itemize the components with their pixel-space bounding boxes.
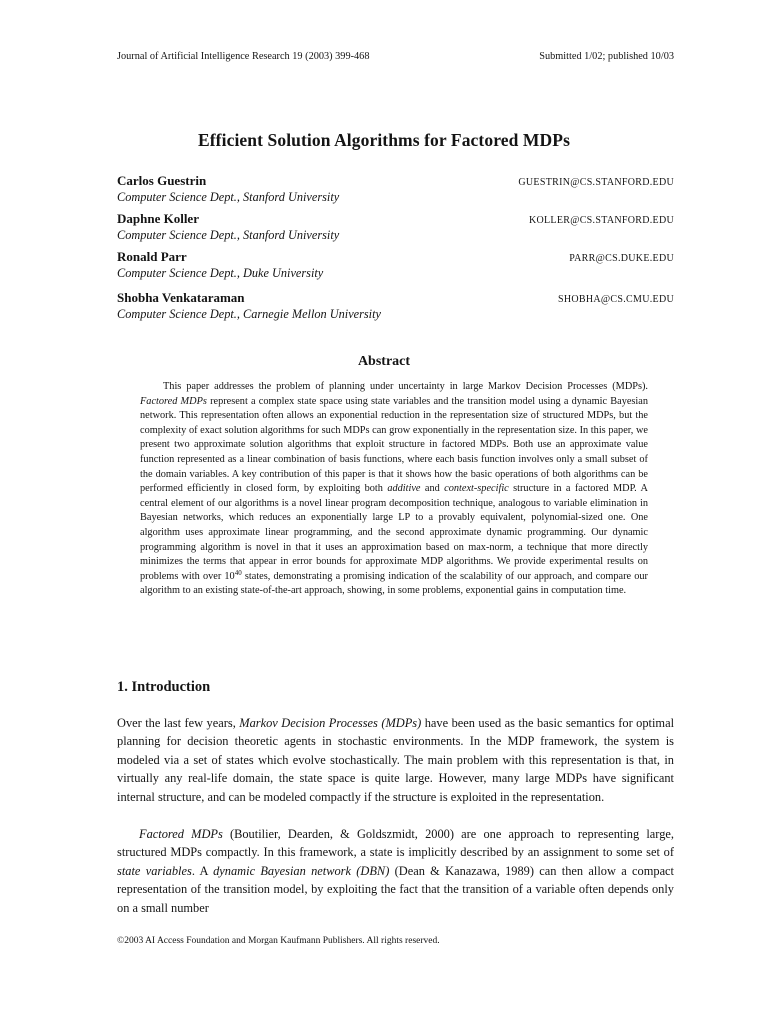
- author-block: [117, 211, 674, 246]
- copyright-footer: ©2003 AI Access Foundation and Morgan Kaufmann Publishers. All rights reserved.: [117, 936, 440, 946]
- paper-title: Efficient Solution Algorithms for Factored MDPs: [197, 130, 570, 150]
- journal-citation: Journal of Artificial Intelligence Research 19 (2003) 399-468: [117, 51, 370, 62]
- author-email: GUESTRIN@CS.STANFORD.EDU: [518, 177, 674, 188]
- author-email: SHOBHA@CS.CMU.EDU: [558, 294, 674, 305]
- body-paragraph: Factored MDPs (Boutilier, Dearden, & Goldszmidt, 2000) are one approach to representing large, structured MDPs compactly. In this framework, a state is implicitly described by an assignment to some set of state variables. A dynamic Bayesian network (DBN) (Dean & Kanazawa, 1989) can then allow a compact representation of the transition model, by exploiting the fact that the transition of a variable often depends only on a small number: [117, 827, 675, 915]
- author-name: Shobha Venkataraman: [117, 290, 245, 305]
- author-block: [117, 173, 674, 208]
- author-name: Carlos Guestrin: [117, 173, 207, 188]
- author-affiliation: Computer Science Dept., Carnegie Mellon University: [117, 307, 381, 321]
- body-paragraph: Over the last few years, Markov Decision Processes (MDPs) have been used as the basic semantics for optimal planning for decision theoretic agents in stochastic environments. In the MDP framework, the system is modeled via a set of states which evolve stochastically. The main problem with this representation is that, in virtually any real-life domain, the state space is quite large. However, many large MDPs have significant internal structure, and can be modeled compactly if the structure is exploited in the representation.: [117, 716, 675, 804]
- author-email: PARR@CS.DUKE.EDU: [569, 253, 674, 264]
- section-heading: 1. Introduction: [117, 679, 211, 695]
- author-email: KOLLER@CS.STANFORD.EDU: [528, 215, 674, 226]
- author-block: [117, 249, 674, 284]
- author-name: Ronald Parr: [117, 249, 187, 264]
- abstract-text: This paper addresses the problem of planning under uncertainty in large Markov Decision Processes (MDPs). Factored MDPs represent a complex state space using state variables and the transition model using a dynamic Bayesian network. This representation often allows an exponential reduction in the representation size of structured MDPs, but the complexity of exact solution algorithms for such MDPs can grow exponentially in the representation size. In this paper, we present two approximate solution algorithms that exploit structure in factored MDPs. Both use an approximate value function represented as a linear combination of basis functions, where each basis function involves only a small subset of the domain variables. A key contribution of this paper is that it shows how the basic operations of both algorithms can be performed efficiently in closed form, by exploiting both additive and context-specific structure in a factored MDP. A central element of our algorithms is a novel linear program decomposition technique, analogous to variable elimination in Bayesian networks, which reduces an exponentially large LP to a provably equivalent, polynomial-sized one. One algorithm uses approximate linear programming, and the second approximate dynamic programming. Our dynamic programming algorithm is novel in that it uses an approximation based on max-norm, a technique that more directly minimizes the terms that appear in error bounds for approximate MDP algorithms. We provide experimental results on problems with over $10^{40}$ states, demonstrating a promising indication of the scalability of our approach, and compare our algorithm to an existing state-of-the-art approach, showing, in some problems, exponential gains in computation time.: [140, 381, 648, 597]
- author-affiliation: Computer Science Dept., Stanford University: [117, 228, 340, 242]
- author-affiliation: Computer Science Dept., Duke University: [117, 266, 324, 280]
- author-affiliation: Computer Science Dept., Stanford University: [117, 190, 340, 204]
- author-block: [117, 290, 674, 325]
- author-name: Daphne Koller: [117, 211, 199, 226]
- submission-dates: Submitted 1/02; published 10/03: [539, 51, 674, 62]
- running-head: [117, 51, 674, 62]
- abstract-heading: Abstract: [357, 354, 411, 369]
